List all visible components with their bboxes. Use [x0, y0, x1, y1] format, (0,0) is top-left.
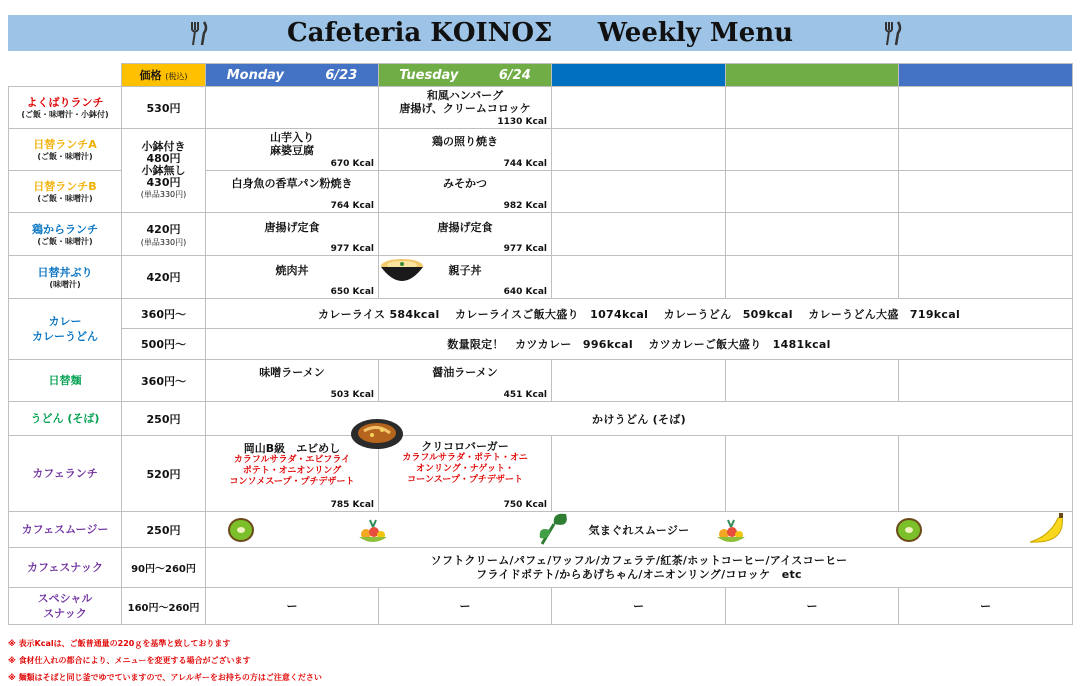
kiwi-icon: [226, 516, 256, 544]
menu-cell: ー: [899, 588, 1073, 625]
friday-header: [899, 64, 1073, 87]
weekly-menu-table: [8, 63, 1073, 625]
header-row: [9, 64, 1073, 87]
menu-cell: ー: [552, 588, 726, 625]
title-banner: [8, 15, 1072, 51]
monday-header: Monday 6/23: [206, 64, 379, 87]
kiwi-icon: [894, 516, 924, 544]
wednesday-header: [552, 64, 726, 87]
category-label: カレー カレーうどん: [9, 299, 122, 360]
table-row: [9, 360, 1073, 402]
table-row: [9, 548, 1073, 588]
thursday-header: [726, 64, 899, 87]
price-cell: 90円～260円: [122, 548, 206, 588]
price-cell: 420円: [122, 256, 206, 299]
menu-cell: ー: [379, 588, 552, 625]
tuesday-header: Tuesday 6/24: [379, 64, 552, 87]
menu-cell: カレーライス 584kcal カレーライスご飯大盛り 1074kcal カレーうどん 509kcal カレーうどん大盛 719kcal: [206, 299, 1073, 329]
menu-cell: 唐揚げ定食 977 Kcal: [206, 213, 379, 256]
menu-cell: 和風ハンバーグ 唐揚げ、クリームコロッケ 1130 Kcal: [379, 87, 552, 129]
price-cell: 500円～: [122, 329, 206, 360]
price-cell: 360円～: [122, 299, 206, 329]
menu-cell: かけうどん (そば): [206, 402, 1073, 436]
category-label: カフェスムージー: [9, 512, 122, 548]
footnote: ※ 表示Kcalは、ご飯普通量の220ｇを基準と致しております: [8, 639, 231, 648]
menu-cell: ー: [726, 588, 899, 625]
menu-cell: 岡山B級 エビめし カラフルサラダ・エビフライ ポテト・オニオンリング コンソメスープ・プチデザート 785 Kcal: [206, 436, 379, 512]
fork-knife-icon: [878, 19, 906, 47]
price-cell: 360円～: [122, 360, 206, 402]
category-label: うどん (そば): [9, 402, 122, 436]
ebimeshi-plate-icon: [350, 416, 404, 452]
menu-cell: 醤油ラーメン 451 Kcal: [379, 360, 552, 402]
menu-cell: 鶏の照り焼き 744 Kcal: [379, 129, 552, 171]
leaf-vegetable-icon: [536, 512, 572, 546]
page-title: Cafeteria ΚΟΙΝΟΣ Weekly Menu: [286, 18, 794, 48]
category-label: 日替ランチA (ご飯・味噌汁): [9, 129, 122, 171]
price-cell: 250円: [122, 402, 206, 436]
table-row: [9, 213, 1073, 256]
footnotes: [8, 635, 322, 686]
category-label: 鶏からランチ (ご飯・味噌汁): [9, 213, 122, 256]
menu-cell: クリコロバーガー カラフルサラダ・ポテト・オニ オンリング・ナゲット・ コーンスープ・プチデザート 750 Kcal: [379, 436, 552, 512]
table-row: [9, 129, 1073, 171]
table-row: [9, 299, 1073, 329]
table-row: [9, 512, 1073, 548]
table-row: [9, 588, 1073, 625]
category-label: 日替麺: [9, 360, 122, 402]
menu-cell: みそかつ 982 Kcal: [379, 171, 552, 213]
price-cell: 250円: [122, 512, 206, 548]
banana-icon: [1026, 512, 1066, 546]
fruit-bowl-icon: [714, 518, 748, 544]
menu-cell: ー: [206, 588, 379, 625]
table-row: [9, 402, 1073, 436]
category-label: 日替丼ぶり (味噌汁): [9, 256, 122, 299]
menu-cell: 親子丼 640 Kcal: [379, 256, 552, 299]
price-cell: 小鉢付き 480円 小鉢無し 430円 (単品330円): [122, 129, 206, 213]
menu-cell: 味噌ラーメン 503 Kcal: [206, 360, 379, 402]
price-column-header: 価格 (税込): [122, 64, 206, 87]
price-cell: 420円 (単品330円): [122, 213, 206, 256]
category-label: カフェランチ: [9, 436, 122, 512]
menu-cell: 焼肉丼 650 Kcal: [206, 256, 379, 299]
table-row: [9, 329, 1073, 360]
price-cell: 160円～260円: [122, 588, 206, 625]
menu-cell: ソフトクリーム/パフェ/ワッフル/カフェラテ/紅茶/ホットコーヒー/アイスコーヒー フライドポテト/からあげちゃん/オニオンリング/コロッケ etc: [206, 548, 1073, 588]
menu-cell: 白身魚の香草パン粉焼き 764 Kcal: [206, 171, 379, 213]
category-label: 日替ランチB (ご飯・味噌汁): [9, 171, 122, 213]
price-cell: 520円: [122, 436, 206, 512]
footnote: ※ 麺類はそばと同じ釜でゆでていますので、アレルギーをお持ちの方はご注意ください: [8, 673, 322, 682]
table-row: [9, 87, 1073, 129]
menu-cell: 数量限定！ カツカレー 996kcal カツカレーご飯大盛り 1481kcal: [206, 329, 1073, 360]
footnote: ※ 食材仕入れの都合により、メニューを変更する場合がございます: [8, 656, 251, 665]
menu-cell: 唐揚げ定食 977 Kcal: [379, 213, 552, 256]
table-row: [9, 436, 1073, 512]
fruit-bowl-icon: [356, 518, 390, 544]
table-row: [9, 256, 1073, 299]
category-label: よくばりランチ (ご飯・味噌汁・小鉢付): [9, 87, 122, 129]
category-label: スペシャル スナック: [9, 588, 122, 625]
menu-cell: 気まぐれスムージー: [206, 512, 1073, 548]
price-cell: 530円: [122, 87, 206, 129]
menu-cell: 山芋入り 麻婆豆腐 670 Kcal: [206, 129, 379, 171]
category-label: カフェスナック: [9, 548, 122, 588]
